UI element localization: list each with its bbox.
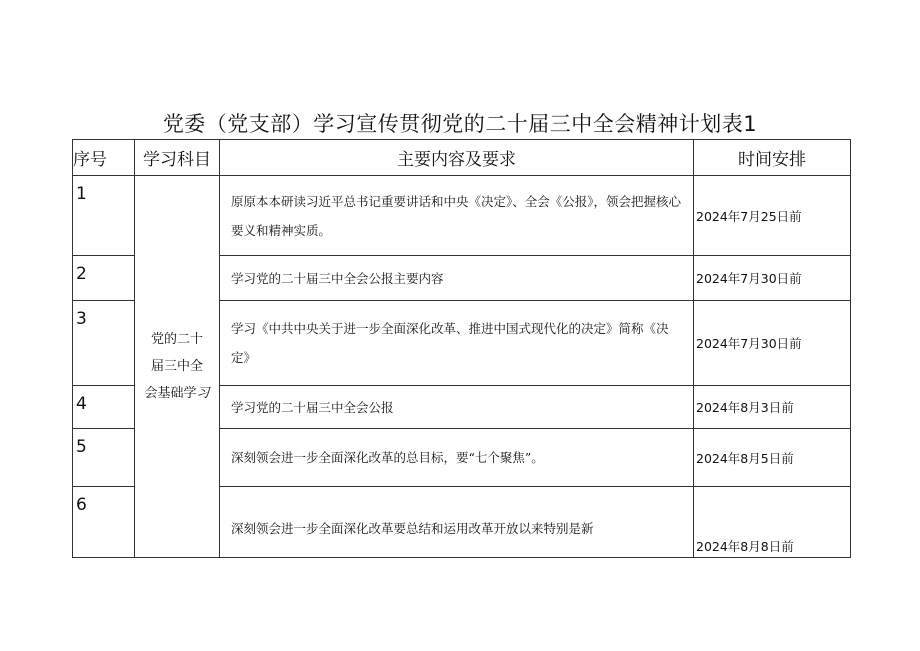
row-time: 2024年8月3日前 xyxy=(694,386,851,429)
subject-tail: 习 xyxy=(196,386,210,401)
row-time: 2024年7月30日前 xyxy=(694,256,851,301)
header-subject: 学习科目 xyxy=(135,140,220,176)
subject-cell xyxy=(135,176,220,558)
row-content: 学习党的二十届三中全会公报主要内容 xyxy=(220,256,694,301)
header-time: 时间安排 xyxy=(694,140,851,176)
row-content: 学习《中共中央关于进一步全面深化改革、推进中国式现代化的决定》简称《决定》 xyxy=(220,301,694,386)
header-no: 序号 xyxy=(73,140,135,176)
subject-text: 会基础学 xyxy=(144,386,197,401)
row-time: 2024年8月5日前 xyxy=(694,429,851,487)
row-number: 4 xyxy=(73,386,135,429)
row-content: 学习党的二十届三中全会公报 xyxy=(220,386,694,429)
table-row xyxy=(73,176,851,256)
page-title: 党委（党支部）学习宣传贯彻党的二十届三中全会精神计划表1 xyxy=(162,112,758,136)
row-number: 2 xyxy=(73,256,135,301)
header-row xyxy=(73,140,851,176)
row-number: 3 xyxy=(73,301,135,386)
row-number: 6 xyxy=(73,487,135,558)
subject-line xyxy=(139,380,215,407)
subject-line: 党的二十 xyxy=(150,332,203,347)
row-time: 2024年7月25日前 xyxy=(694,176,851,256)
row-number: 1 xyxy=(73,176,135,256)
row-content: 深刻领会进一步全面深化改革要总结和运用改革开放以来特别是新 xyxy=(220,487,694,558)
row-content: 深刻领会进一步全面深化改革的总目标，要“七个聚焦”。 xyxy=(220,429,694,487)
plan-table xyxy=(72,139,851,558)
header-content: 主要内容及要求 xyxy=(220,140,694,176)
row-time: 2024年8月8日前 xyxy=(694,487,851,558)
row-time: 2024年7月30日前 xyxy=(694,301,851,386)
row-number: 5 xyxy=(73,429,135,487)
row-content: 原原本本研读习近平总书记重要讲话和中央《决定》、全会《公报》，领会把握核心要义和精神实质。 xyxy=(220,176,694,256)
subject-line: 届三中全 xyxy=(150,359,203,374)
